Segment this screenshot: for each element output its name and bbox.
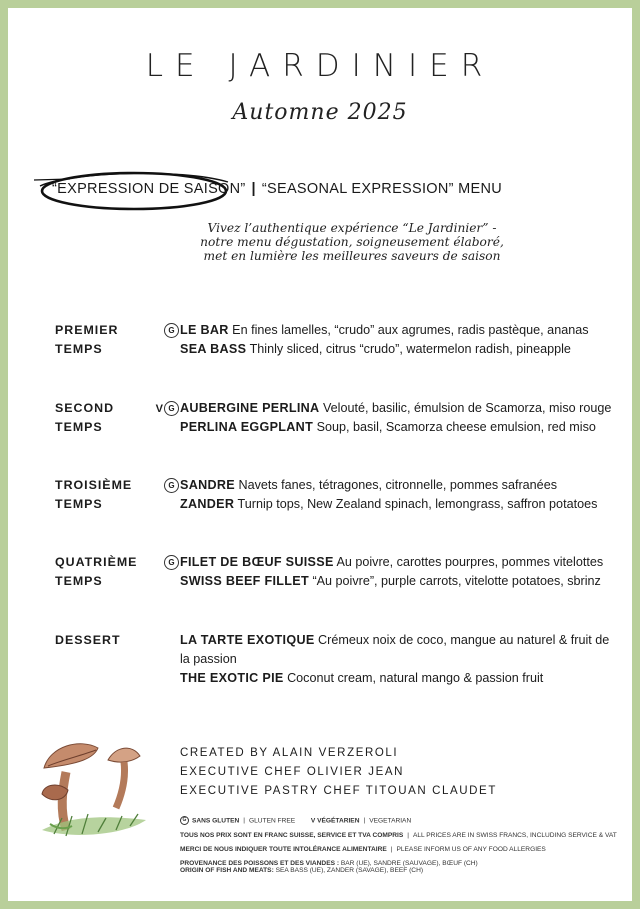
separator: | — [363, 817, 366, 825]
legend-veg-en: VEGETARIAN — [369, 817, 412, 825]
dish-name-fr: LA TARTE EXOTIQUE — [180, 633, 315, 647]
course-label — [55, 399, 150, 437]
diet-legend — [180, 816, 620, 825]
intro-handwriting — [172, 221, 532, 263]
provenance-en-label: ORIGIN OF FISH AND MEATS: — [180, 867, 274, 874]
diet-badges — [143, 401, 179, 417]
allergy-note-fr: MERCI DE NOUS INDIQUER TOUTE INTOLÉRANCE ALIMENTAIRE — [180, 846, 387, 853]
dish-english — [180, 340, 620, 359]
course-label-line: QUATRIÈME — [55, 555, 138, 569]
prices-note-fr: TOUS NOS PRIX SONT EN FRANC SUISSE, SERVICE ET TVA COMPRIS — [180, 832, 404, 839]
vegetarian-icon: V — [155, 403, 163, 415]
dish-desc-en: Thinly sliced, citrus “crudo”, watermelon radish, pineapple — [246, 342, 571, 356]
dish-english — [180, 572, 620, 591]
dish-english — [180, 495, 620, 514]
dish-descriptions — [180, 399, 620, 437]
dish-name-en: PERLINA EGGPLANT — [180, 420, 314, 434]
gluten-free-icon: G — [180, 816, 189, 825]
dish-descriptions — [180, 321, 620, 359]
prices-note-en: ALL PRICES ARE IN SWISS FRANCS, INCLUDING SERVICE & VAT — [412, 832, 617, 839]
dish-desc-en: Coconut cream, natural mango & passion fruit — [283, 671, 544, 685]
menu-heading-french: “EXPRESSION DE SAISON” — [52, 181, 246, 197]
dish-desc-fr: Crémeux noix de coco, mangue au naturel & fruit de la passion — [180, 633, 610, 666]
provenance-fr — [180, 860, 620, 867]
dish-name-en: THE EXOTIC PIE — [180, 671, 284, 685]
dish-name-fr: AUBERGINE PERLINA — [180, 401, 320, 415]
course-label-line: TEMPS — [55, 342, 103, 356]
gluten-free-icon: G — [164, 555, 179, 570]
menu-heading-english: “SEASONAL EXPRESSION” MENU — [261, 181, 503, 197]
dish-english — [180, 669, 620, 688]
provenance-en — [180, 867, 620, 874]
dish-french — [180, 321, 620, 340]
legend-veg-fr: VÉGÉTARIEN — [317, 817, 360, 825]
footer-notes — [180, 816, 620, 881]
diet-badges — [143, 323, 179, 339]
credits — [180, 744, 497, 801]
separator: | — [407, 832, 409, 839]
menu-heading-separator: | — [251, 181, 256, 197]
mushroom-illustration — [36, 734, 158, 846]
dish-name-fr: LE BAR — [180, 323, 229, 337]
dish-name-en: SEA BASS — [180, 342, 247, 356]
dish-desc-en: Soup, basil, Scamorza cheese emulsion, red miso — [313, 420, 596, 434]
course-label-line: SECOND — [55, 401, 115, 415]
diet-badges — [143, 478, 179, 494]
dish-french — [180, 476, 620, 495]
course-label-line: TROISIÈME — [55, 478, 133, 492]
dish-english — [180, 418, 620, 437]
dish-name-fr: FILET DE BŒUF SUISSE — [180, 555, 334, 569]
separator: | — [390, 846, 393, 853]
dish-desc-fr: Au poivre, carottes pourpres, pommes vitelottes — [333, 555, 604, 569]
course-label — [55, 321, 150, 359]
gluten-free-icon: G — [164, 478, 179, 493]
gluten-free-icon: G — [164, 401, 179, 416]
dish-desc-fr: Velouté, basilic, émulsion de Scamorza, miso rouge — [319, 401, 612, 415]
course-label-line: TEMPS — [55, 574, 103, 588]
separator: | — [243, 817, 245, 825]
intro-line: met en lumière les meilleures saveurs de saison — [203, 249, 501, 263]
dish-french — [180, 553, 620, 572]
prices-note — [180, 832, 620, 839]
allergy-note-en: PLEASE INFORM US OF ANY FOOD ALLERGIES — [396, 846, 546, 853]
provenance-fr-value: BAR (UE), SANDRE (SAUVAGE), BŒUF (CH) — [340, 860, 478, 867]
dish-desc-en: “Au poivre”, purple carrots, vitelotte potatoes, sbrinz — [308, 574, 601, 588]
credit-line: EXECUTIVE PASTRY CHEF TITOUAN CLAUDET — [180, 785, 497, 797]
dish-desc-fr: Navets fanes, tétragones, citronnelle, pommes safranées — [234, 478, 557, 492]
gluten-free-icon: G — [164, 323, 179, 338]
course-label-line: TEMPS — [55, 497, 103, 511]
dish-desc-fr: En fines lamelles, “crudo” aux agrumes, radis pastèque, ananas — [228, 323, 589, 337]
legend-gf-en: GLUTEN FREE — [248, 817, 296, 825]
dish-name-en: ZANDER — [180, 497, 235, 511]
vegetarian-icon: V — [310, 817, 316, 825]
dish-descriptions — [180, 553, 620, 591]
course-label — [55, 631, 150, 650]
course-label — [55, 553, 150, 591]
menu-heading — [52, 181, 502, 197]
course-label-line: DESSERT — [55, 633, 121, 647]
dish-desc-en: Turnip tops, New Zealand spinach, lemongrass, saffron potatoes — [234, 497, 598, 511]
intro-line: notre menu dégustation, soigneusement élaboré, — [200, 235, 504, 249]
intro-line: Vivez l’authentique expérience “Le Jardinier” - — [207, 221, 497, 235]
dish-descriptions — [180, 631, 620, 688]
season-subtitle: Automne 2025 — [232, 100, 408, 125]
provenance-en-value: SEA BASS (UE), ZANDER (SAVAGE), BEEF (CH) — [275, 867, 424, 874]
credit-line: EXECUTIVE CHEF OLIVIER JEAN — [180, 766, 405, 778]
dish-descriptions — [180, 476, 620, 514]
legend-gf-fr: SANS GLUTEN — [192, 817, 240, 825]
credit-line: CREATED BY ALAIN VERZEROLI — [180, 747, 399, 759]
dish-name-en: SWISS BEEF FILLET — [180, 574, 309, 588]
dish-french — [180, 399, 620, 418]
course-label-line: PREMIER — [55, 323, 119, 337]
diet-badges — [143, 555, 179, 571]
dish-name-fr: SANDRE — [180, 478, 235, 492]
provenance-fr-label: PROVENANCE DES POISSONS ET DES VIANDES : — [180, 860, 340, 867]
course-label — [55, 476, 150, 514]
course-label-line: TEMPS — [55, 420, 103, 434]
allergy-note — [180, 846, 620, 853]
dish-french — [180, 631, 620, 669]
restaurant-title: LE JARDINIER — [145, 48, 495, 84]
